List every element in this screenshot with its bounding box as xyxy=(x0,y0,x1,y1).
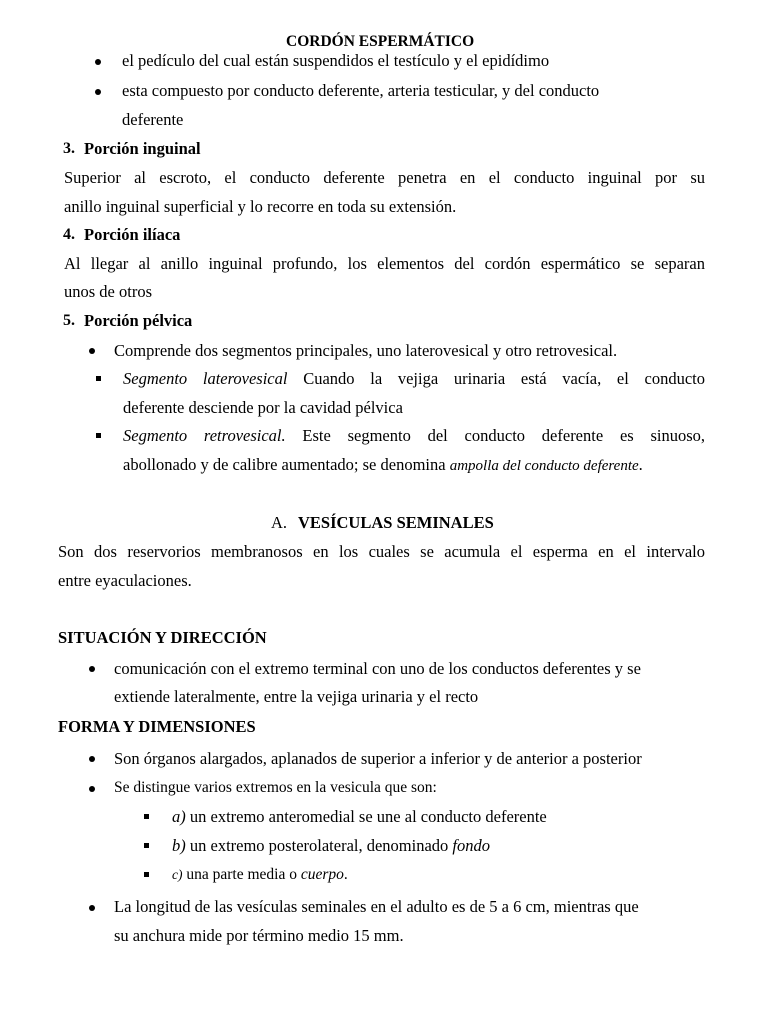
paragraph-line: entre eyaculaciones. xyxy=(58,571,192,590)
paragraph-line: Superior al escroto, el conducto deferente penetra en el conducto inguinal por su xyxy=(64,168,705,187)
heading-forma: FORMA Y DIMENSIONES xyxy=(58,717,256,736)
subitem-c xyxy=(172,865,348,885)
subbullet-continuation: deferente desciende por la cavidad pélvica xyxy=(123,398,403,417)
bullet-dot xyxy=(89,666,95,672)
bullet-dot xyxy=(89,348,95,354)
subitem-a xyxy=(172,807,547,827)
heading-situacion: SITUACIÓN Y DIRECCIÓN xyxy=(58,628,267,647)
bullet-text: comunicación con el extremo terminal con uno de los conductos deferentes y se xyxy=(114,659,641,678)
bullet-text: Son órganos alargados, aplanados de superior a inferior y de anterior a posterior xyxy=(114,749,642,768)
bullet-dot xyxy=(89,756,95,762)
paragraph-line: unos de otros xyxy=(64,282,152,301)
item-text: un extremo anteromedial se une al conducto deferente xyxy=(189,807,547,826)
section-number: 3. xyxy=(63,140,75,157)
item-text: un extremo posterolateral, denominado xyxy=(189,836,449,855)
square-bullet xyxy=(144,843,149,848)
bullet-text-continuation: su anchura mide por término medio 15 mm. xyxy=(114,926,404,945)
bullet-text: Comprende dos segmentos principales, uno laterovesical y otro retrovesical. xyxy=(114,341,618,360)
subbullet-line xyxy=(123,369,705,389)
item-label: a) xyxy=(172,807,186,826)
section-letter: A. xyxy=(271,513,288,532)
paragraph-line: Son dos reservorios membranosos en los cuales se acumula el esperma en el intervalo xyxy=(58,542,705,561)
bullet-text: La longitud de las vesículas seminales en el adulto es de 5 a 6 cm, mientras que xyxy=(114,897,639,916)
square-bullet xyxy=(96,433,101,438)
continuation-text: abollonado y de calibre aumentado; se denomina xyxy=(123,455,446,474)
item-label: c) xyxy=(172,867,183,882)
subbullet-line xyxy=(123,426,705,446)
square-bullet xyxy=(144,814,149,819)
bullet-dot xyxy=(89,905,95,911)
term-label: Segmento laterovesical xyxy=(123,369,288,388)
bullet-dot xyxy=(95,59,101,65)
square-bullet xyxy=(144,872,149,877)
bullet-text: Se distingue varios extremos en la vesicula que son: xyxy=(114,779,437,796)
period: . xyxy=(343,866,348,883)
bullet-text: el pedículo del cual están suspendidos el testículo y el epidídimo xyxy=(122,51,550,70)
section-number: 4. xyxy=(63,226,75,243)
square-bullet xyxy=(96,376,101,381)
italic-term: ampolla del conducto deferente xyxy=(449,458,639,474)
bullet-dot xyxy=(89,786,95,792)
paragraph-line: Al llegar al anillo inguinal profundo, los elementos del cordón espermático se separan xyxy=(64,254,705,273)
subitem-b xyxy=(172,836,490,856)
section-heading-inguinal: Porción inguinal xyxy=(84,139,201,158)
term-text: Cuando la vejiga urinaria está vacía, el conducto xyxy=(303,369,706,388)
section-number: 5. xyxy=(63,312,75,329)
paragraph-line: anillo inguinal superficial y lo recorre en toda su extensión. xyxy=(64,197,457,216)
period: . xyxy=(638,455,643,474)
item-text: una parte media o xyxy=(186,866,297,883)
bullet-text: esta compuesto por conducto deferente, arteria testicular, y del conducto xyxy=(122,81,600,100)
bullet-text-continuation: extiende lateralmente, entre la vejiga urinaria y el recto xyxy=(114,687,479,706)
subbullet-continuation xyxy=(123,455,643,476)
section-heading-iliaca: Porción ilíaca xyxy=(84,225,181,244)
bullet-dot xyxy=(95,89,101,95)
italic-term: cuerpo xyxy=(300,866,344,883)
item-label: b) xyxy=(172,836,186,855)
section-heading-pelvica: Porción pélvica xyxy=(84,311,193,330)
bullet-text-continuation: deferente xyxy=(122,110,184,129)
section-heading-vesiculas: VESÍCULAS SEMINALES xyxy=(298,513,494,532)
term-label: Segmento retrovesical. xyxy=(123,426,286,445)
italic-term: fondo xyxy=(452,836,491,855)
term-text: Este segmento del conducto deferente es sinuoso, xyxy=(302,426,706,445)
page-title: CORDÓN ESPERMÁTICO xyxy=(286,33,475,50)
